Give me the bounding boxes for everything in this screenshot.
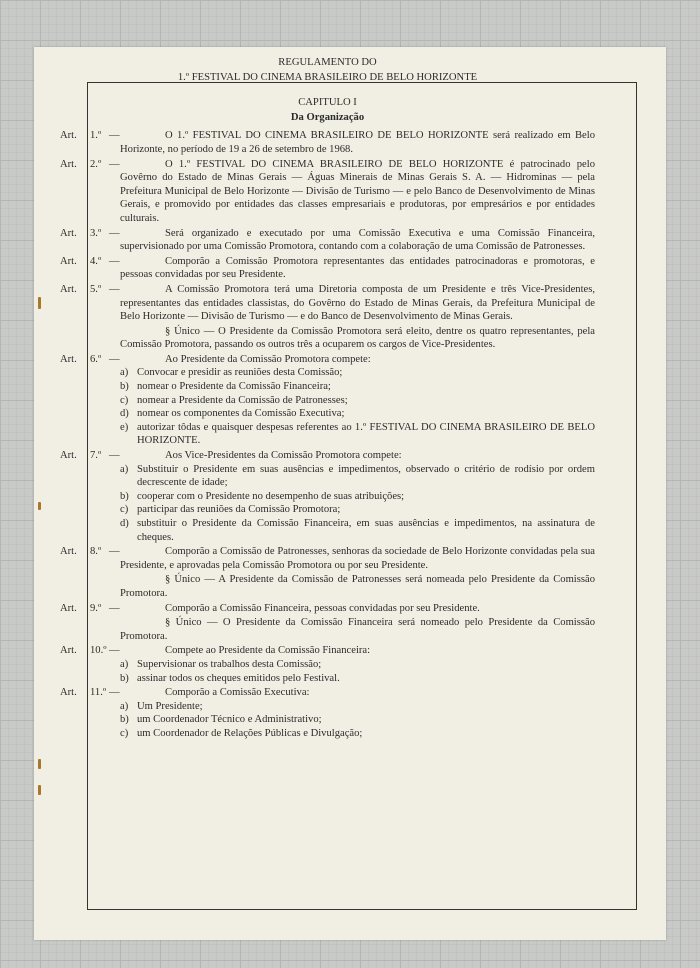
article-prefix: Art. [60,602,77,614]
article-paragraph: § Único — O Presidente da Comissão Promotora será eleito, dentre os quatro representantes, pela Comissão Promotora, passando os outros três a ocuparem os cargos de Vice-Presidentes. [120,325,595,351]
article-label [60,545,120,559]
section-heading: Da Organização [290,111,365,123]
list-item [120,658,595,672]
list-item-text: participar das reuniões da Comissão Promotora; [137,504,341,516]
list-item [120,366,595,380]
list-item-marker: d) [120,518,129,529]
list-item [120,394,595,408]
article-label [60,449,120,463]
list-item-marker: c) [120,727,129,739]
article-dash: — [109,602,120,614]
list-item [120,503,595,517]
article-dash: — [109,130,120,142]
list-item-marker: b) [120,672,129,684]
article-text: Comporão a Comissão Executiva: [165,687,310,699]
article-label [60,129,120,143]
article-3 [60,227,595,254]
article-number: 3.º [90,227,102,239]
binder-mark [38,785,41,795]
article-label [60,686,120,700]
article-dash: — [109,353,120,365]
article-2 [60,158,595,226]
list-item-marker: a) [120,463,129,475]
article-dash: — [109,255,120,267]
article-dash: — [109,283,120,295]
list-item [120,672,595,686]
list-item-text: cooperar com o Presidente no desempenho de suas atribuições; [137,490,405,502]
list-item [120,490,595,504]
article-label [60,255,120,269]
article-number: 6.º [90,353,102,365]
list-item-text: um Coordenador de Relações Públicas e Divulgação; [137,727,363,739]
article-dash: — [109,158,120,170]
binder-mark [38,759,41,769]
article-4 [60,255,595,282]
list-item-marker: b) [120,381,129,393]
regulation-text [60,56,595,741]
article-label [60,644,120,658]
article-prefix: Art. [60,158,77,170]
list-item [120,517,595,544]
article-text: O 1.º FESTIVAL DO CINEMA BRASILEIRO DE BELO HORIZONTE será realizado em Belo Horizonte, no período de 19 a 26 de setembro de 1968. [120,130,595,155]
list-item-text: substituir o Presidente da Comissão Financeira, em suas ausências e impedimentos, na assinatura de cheques. [137,518,595,543]
article-prefix: Art. [60,283,77,295]
binder-mark [38,297,41,309]
list-item-marker: b) [120,714,129,726]
article-5 [60,283,595,352]
article-11 [60,686,595,740]
list-item-text: nomear a Presidente da Comissão de Patronesses; [137,394,348,406]
list-item-marker: d) [120,408,129,420]
article-dash: — [109,687,120,699]
list-item-text: Supervisionar os trabalhos desta Comissão; [137,658,322,670]
article-prefix: Art. [60,645,77,657]
list-item-text: Substituir o Presidente em suas ausências e impedimentos, observado o critério de rodísio por ordem decrescente de idade; [137,463,595,489]
article-text: Comporão a Comissão Financeira, pessoas convidadas por seu Presidente. [165,602,480,614]
article-text: Comporão a Comissão de Patronesses, senhoras da sociedade de Belo Horizonte convidadas pela sua Presidente, e aprovadas pela Comissão Promotora ou por seu Presidente. [120,546,595,571]
article-number: 9.º [90,602,102,614]
article-number: 1.º [90,130,102,142]
list-item-text: um Coordenador Técnico e Administrativo; [137,714,322,726]
list-item [120,380,595,394]
article-9 [60,602,595,644]
article-prefix: Art. [60,450,77,462]
list-item [120,463,595,490]
article-6 [60,353,595,448]
article-number: 2.º [90,158,102,170]
article-label [60,353,120,367]
list-item-text: Um Presidente; [137,700,203,712]
article-label [60,602,120,616]
list-item [120,727,595,741]
article-dash: — [109,546,120,558]
list-item [120,700,595,714]
list-item-marker: a) [120,658,129,670]
list-item-text: Convocar e presidir as reuniões desta Comissão; [137,367,343,379]
article-prefix: Art. [60,546,77,558]
article-number: 11.º [90,687,107,699]
article-text: Será organizado e executado por uma Comissão Executiva e uma Comissão Financeira, supervisionado por uma Comissão Promotora, contando com a colaboração de uma Comissão de Patronesses. [120,227,595,253]
list-item-marker: c) [120,394,129,406]
article-label [60,283,120,297]
document-title: REGULAMENTO DO [278,57,377,68]
article-dash: — [109,645,120,657]
article-number: 10.º [90,645,107,657]
list-item-text: nomear o Presidente da Comissão Financeira; [137,381,331,393]
article-text: Comporão a Comissão Promotora representantes das entidades patrocinadoras e promotoras, e pessoas convidadas por seu Presidente. [120,255,595,281]
list-item-marker: b) [120,490,129,502]
list-item-text: autorizar tôdas e quaisquer despesas referentes ao 1.º FESTIVAL DO CINEMA BRASILEIRO DE BELO HORIZONTE. [137,421,595,447]
article-text: Aos Vice-Presidentes da Comissão Promotora compete: [165,450,402,462]
festival-title: 1.º FESTIVAL DO CINEMA BRASILEIRO DE BELO HORIZONTE [177,71,478,83]
article-number: 4.º [90,255,102,267]
article-dash: — [109,450,120,462]
article-number: 7.º [90,450,102,462]
list-item-text: nomear os componentes da Comissão Executiva; [137,408,345,420]
article-text: O 1.º FESTIVAL DO CINEMA BRASILEIRO DE BELO HORIZONTE é patrocinado pelo Govêrno do Estado de Minas Gerais — Águas Minerais de Minas Gerais S. A. — Hidrominas — pela Prefeitura Municipal de Belo Horizonte — Divisão de Turismo — e pelo Banco de Desenvolvimento de Minas Gerais, e promovido por entidades das classes empresariais e produtoras, por empresários e por entidades culturais. [120,158,595,224]
list-item [120,407,595,421]
article-dash: — [109,227,120,239]
article-label [60,158,120,172]
articles-list [60,129,595,740]
article-8 [60,545,595,600]
list-item [120,713,595,727]
list-item-text: assinar todos os cheques emitidos pelo Festival. [137,672,340,684]
article-paragraph: § Único — O Presidente da Comissão Financeira será nomeado pelo Presidente da Comissão Promotora. [120,617,595,642]
chapter-heading: CAPITULO I [298,97,357,109]
list-item-marker: a) [120,367,129,379]
article-label [60,227,120,241]
list-item-marker: a) [120,700,129,712]
article-text: Compete ao Presidente da Comissão Financeira: [165,645,371,657]
article-prefix: Art. [60,353,77,365]
article-paragraph: § Único — A Presidente da Comissão de Patronesses será nomeada pelo Presidente da Comissão Promotora. [120,574,595,599]
article-text: A Comissão Promotora terá uma Diretoria composta de um Presidente e três Vice-Presidentes, representantes das entidades classistas, do Govêrno do Estado de Minas Gerais, da Prefeitura Municipal de Belo Horizonte — Divisão de Turismo — e do Banco de Desenvolvimento de Minas Gerais. [120,283,595,323]
list-item-marker: c) [120,504,129,516]
article-10 [60,644,595,685]
article-prefix: Art. [60,130,77,142]
article-number: 5.º [90,283,102,295]
article-1 [60,129,595,156]
list-item [120,421,595,448]
article-prefix: Art. [60,687,77,699]
list-item-marker: e) [120,421,129,433]
article-number: 8.º [90,546,102,558]
article-prefix: Art. [60,255,77,267]
article-text: Ao Presidente da Comissão Promotora compete: [165,353,371,365]
binder-mark [38,502,41,510]
article-7 [60,449,595,544]
article-prefix: Art. [60,227,77,239]
